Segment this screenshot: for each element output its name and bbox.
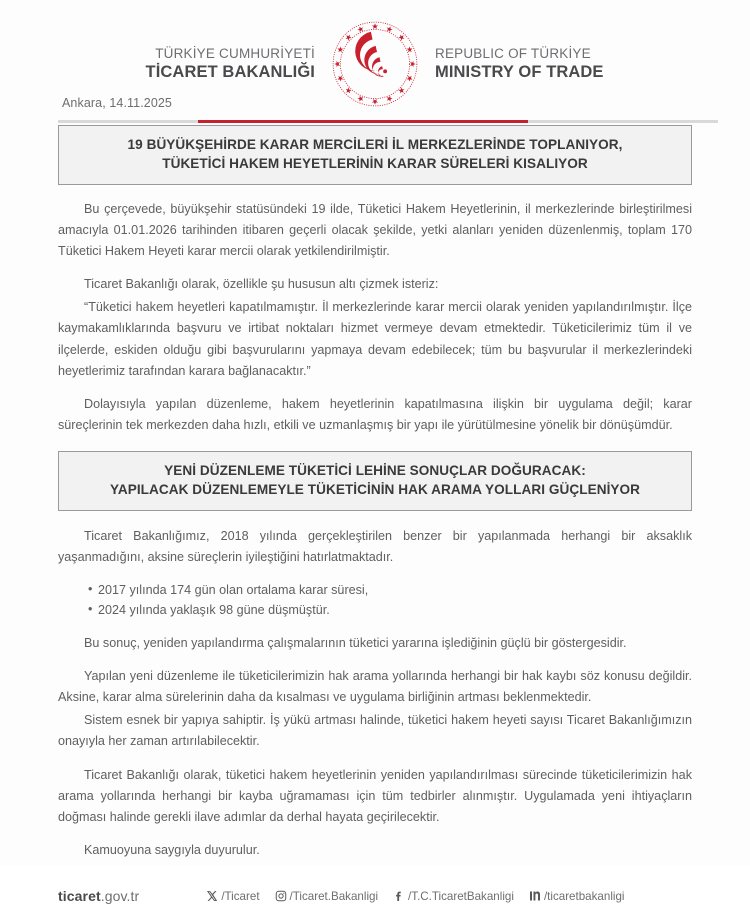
list-item: • 2017 yılında 174 gün olan ortalama karar süresi, [88, 580, 692, 600]
brand-tr-line1: TÜRKİYE CUMHURİYETİ [155, 45, 315, 61]
social-link-linkedin[interactable] [528, 889, 625, 903]
document-header [0, 0, 750, 118]
paragraph-5: Ticaret Bakanlığımız, 2018 yılında gerçekleştirilen benzer bir yapılanmada herhangi bir aksaklık yaşanmadığını, aksine süreçlerin iyileştiğini hatırlatmaktadır. [58, 528, 692, 564]
linkedin-icon [528, 889, 542, 903]
instagram-icon [274, 889, 288, 903]
social-link-x[interactable] [205, 889, 259, 903]
website-url-bold: ticaret [58, 888, 101, 905]
document-footer [0, 873, 750, 919]
social-link-instagram[interactable] [274, 889, 379, 903]
brand-en-line2: MINISTRY OF TRADE [435, 62, 604, 81]
paragraph-8: Sistem esnek bir yapıya sahiptir. İş yükü artması halinde, tüketici hakem heyeti sayısı Ticaret Bakanlığımızın onayıyla her zaman artırılabilecektir. [58, 713, 692, 749]
facebook-icon [392, 889, 406, 903]
headline-banner-1 [58, 125, 692, 185]
paragraph-7: Yapılan yeni düzenleme ile tüketicilerimizin hak arama yollarında herhangi bir hak kaybı söz konusu değildir. Aksine, karar alma sürelerinin daha da kısalması ve uygulama birliğinin artması beklenmektedir. [58, 669, 692, 705]
brand-tr-line2: TİCARET BAKANLIĞI [145, 62, 315, 81]
brand-turkish [115, 46, 329, 82]
statistics-bullet-list [58, 580, 692, 621]
list-item: • 2024 yılında yaklaşık 98 güne düşmüştür. [88, 600, 692, 620]
headline-banner-2 [58, 451, 692, 511]
headline-2-line-1: YENİ DÜZENLEME TÜKETİCİ LEHİNE SONUÇLAR DOĞURACAK: [164, 463, 586, 479]
paragraph-2: Ticaret Bakanlığı olarak, özellikle şu hususun altı çizmek isteriz: [84, 277, 439, 292]
brand-row [0, 0, 750, 110]
paragraph-3-quote: “Tüketici hakem heyetleri kapatılmamıştır. İl merkezlerinde karar mercii olarak yeniden yapılandırılmıştır. İlçe kaymakamlıklarında başvuru ve irtibat noktaları hizmet vermeye devam etmektedir. Tüketicilerimiz tüm il ve ilçelerde, eskiden olduğu gibi başvurularını yapmaya devam edebilecek; tüm bu başvurular il merkezlerindeki heyetlerimiz tarafından karara bağlanacaktır.” [58, 300, 692, 378]
headline-2-line-2: YAPILACAK DÜZENLEMEYLE TÜKETİCİNİN HAK ARAMA YOLLARI GÜÇLENİYOR [109, 482, 641, 498]
website-url[interactable] [58, 888, 139, 904]
headline-1-line-2: TÜKETİCİ HAKEM HEYETLERİNİN KARAR SÜRELERİ KISALIYOR [162, 156, 588, 172]
social-handle-instagram: /Ticaret.Bakanligi [289, 889, 379, 903]
social-handle-linkedin: /ticaretbakanligi [543, 889, 625, 903]
brand-english [421, 46, 635, 82]
turkish-republic-emblem [329, 18, 421, 110]
website-url-rest: .gov.tr [100, 888, 140, 905]
social-handle-x: /Ticaret [221, 889, 260, 903]
paragraph-6: Bu sonuç, yeniden yapılandırma çalışmalarının tüketici yararına işlediğinin güçlü bir göstergesidir. [84, 635, 627, 650]
x-twitter-icon [205, 889, 219, 903]
paragraph-10-closing: Kamuoyuna saygıyla duyurulur. [84, 843, 260, 858]
paragraph-9: Ticaret Bakanlığı olarak, tüketici hakem heyetlerinin yeniden yapılandırılması sürecinde tüketicilerimizin hak arama yollarında herhangi bir kayba uğramaması için tüm tedbirler alınmıştır. Uygulamada yeni ihtiyaçların doğması halinde gerekli ilave adımlar da derhal hayata geçirilecektir. [58, 767, 692, 824]
brand-en-line1: REPUBLIC OF TÜRKİYE [435, 45, 591, 61]
dateline: Ankara, 14.11.2025 [62, 96, 172, 110]
headline-1-line-1: 19 BÜYÜKŞEHİRDE KARAR MERCİLERİ İL MERKEZLERİNDE TOPLANIYOR, [127, 137, 623, 152]
paragraph-4: Dolayısıyla yapılan düzenleme, hakem heyetlerinin kapatılmasına ilişkin bir uygulama değil; karar süreçlerinin tek merkezden daha hızlı, etkili ve uzmanlaşmış bir yapı ile yürütülmesine yönelik bir dönüşümdür. [58, 396, 692, 432]
social-link-facebook[interactable] [392, 889, 514, 903]
social-handle-facebook: /T.C.TicaretBakanligi [408, 889, 514, 903]
social-links [205, 889, 624, 903]
document-body [0, 118, 750, 873]
paragraph-1: Bu çerçevede, büyükşehir statüsündeki 19 ilde, Tüketici Hakem Heyetlerinin, il merkezlerinde birleştirilmesi amacıyla 01.01.2026 tarihinden itibaren geçerli olacak şekilde, yetki alanları yeniden düzenlenmiş, toplam 170 Tüketici Hakem Heyeti karar mercii olarak yetkilendirilmiştir. [58, 201, 692, 258]
